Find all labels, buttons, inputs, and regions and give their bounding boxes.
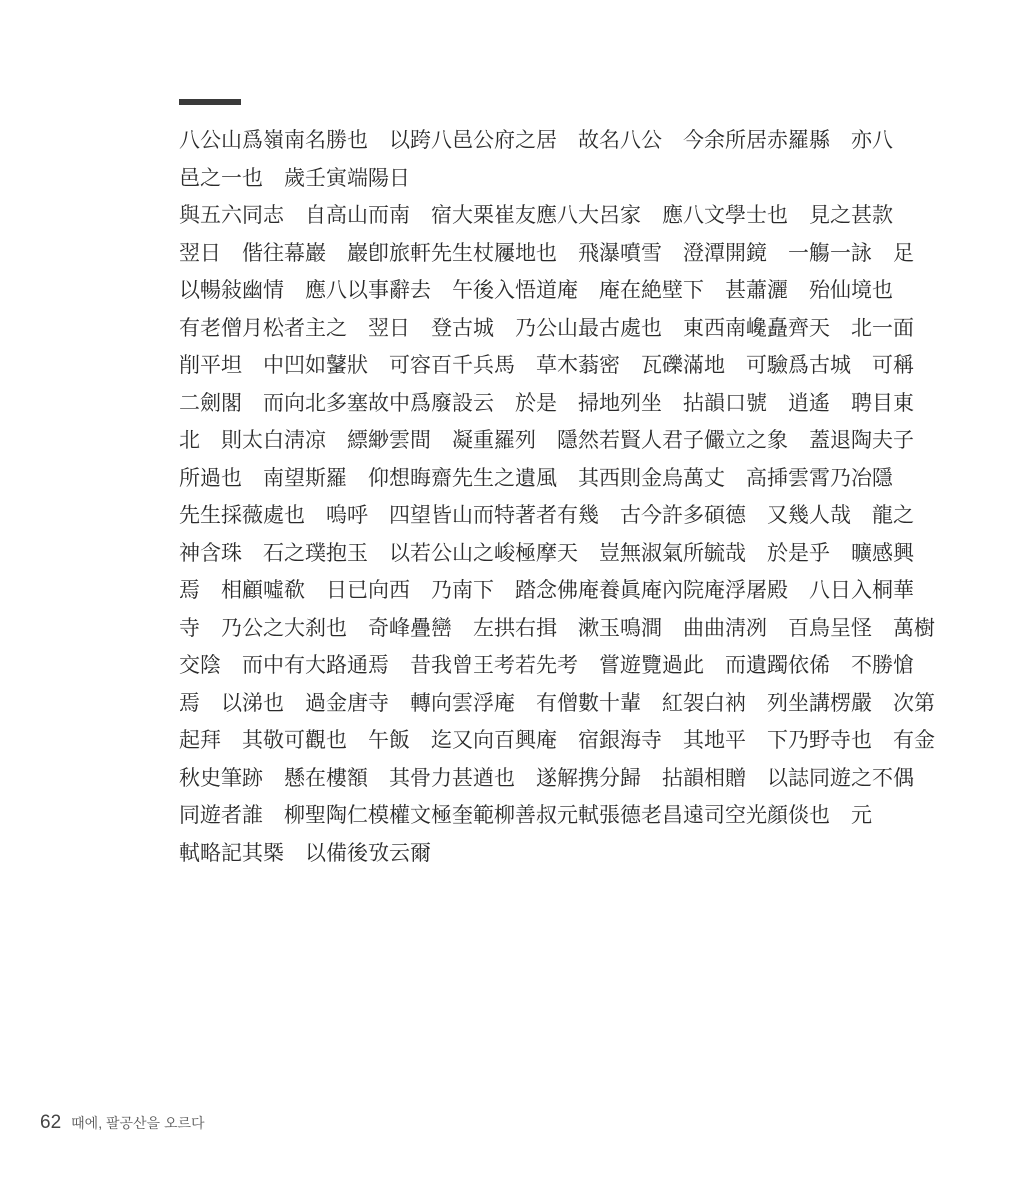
text-line: 邑之一也 歲壬寅端陽日: [179, 165, 410, 190]
main-text: [179, 122, 935, 872]
text-line: 寺 乃公之大刹也 奇峰疊巒 左拱右揖 漱玉鳴澗 曲曲淸冽 百鳥呈怪 萬樹: [179, 615, 935, 640]
text-line: 翌日 偕往幕巖 巖卽旅軒先生杖屨地也 飛瀑噴雪 澄潭開鏡 一觴一詠 足: [179, 240, 914, 265]
text-line: 與五六同志 自高山而南 宿大栗崔友應八大呂家 應八文學士也 見之甚款: [179, 203, 893, 227]
text-line: 起拜 其敬可觀也 午飯 迄又向百興庵 宿銀海寺 其地平 下乃野寺也 有金: [179, 728, 935, 752]
page-number: 62: [40, 1112, 62, 1133]
text-line: 焉 以涕也 過金唐寺 轉向雲浮庵 有僧數十輩 紅袈白衲 列坐講楞嚴 次第: [179, 690, 935, 715]
text-line: 焉 相顧噓欷 日已向西 乃南下 踏念佛庵養眞庵內院庵浮屠殿 八日入桐華: [179, 578, 914, 602]
text-line: 北 則太白淸凉 縹緲雲間 凝重羅列 隱然若賢人君子儼立之象 蓋退陶夫子: [179, 428, 914, 452]
top-rule: [179, 99, 241, 105]
text-line: 軾略記其槩 以備後攷云爾: [179, 840, 431, 865]
running-title: 때에, 팔공산을 오르다: [71, 1115, 205, 1131]
text-line: 以暢敍幽情 應八以事辭去 午後入悟道庵 庵在絶壁下 甚蕭灑 殆仙境也: [179, 278, 893, 302]
text-line: 神含珠 石之璞抱玉 以若公山之峻極摩天 豈無淑氣所毓哉 於是乎 曠感興: [179, 540, 914, 565]
text-line: 有老僧月松者主之 翌日 登古城 乃公山最古處也 東西南巉矗齊天 北一面: [179, 315, 914, 340]
text-line: 交陰 而中有大路通焉 昔我曾王考若先考 嘗遊覽過此 而遺躅依俙 不勝愴: [179, 653, 914, 677]
text-line: 八公山爲嶺南名勝也 以跨八邑公府之居 故名八公 今余所居赤羅縣 亦八: [179, 128, 893, 152]
page-footer: [40, 1112, 205, 1142]
text-line: 同遊者誰 柳聖陶仁模權文極奎範柳善叔元軾張德老昌遠司空光顔倓也 元: [179, 803, 872, 827]
text-line: 二劍閣 而向北多塞故中爲廢設云 於是 掃地列坐 拈韻口號 逍遙 聘目東: [179, 390, 914, 415]
text-line: 先生採薇處也 嗚呼 四望皆山而特著者有幾 古今許多碩德 又幾人哉 龍之: [179, 503, 914, 527]
text-line: 秋史筆跡 懸在樓額 其骨力甚遒也 遂解携分歸 拈韻相贈 以誌同遊之不偶: [179, 765, 914, 790]
text-line: 所過也 南望斯羅 仰想晦齋先生之遺風 其西則金烏萬丈 高揷雲霄乃冶隱: [179, 465, 893, 490]
text-line: 削平坦 中凹如鼜狀 可容百千兵馬 草木蓊密 瓦礫滿地 可驗爲古城 可稱: [179, 353, 914, 377]
